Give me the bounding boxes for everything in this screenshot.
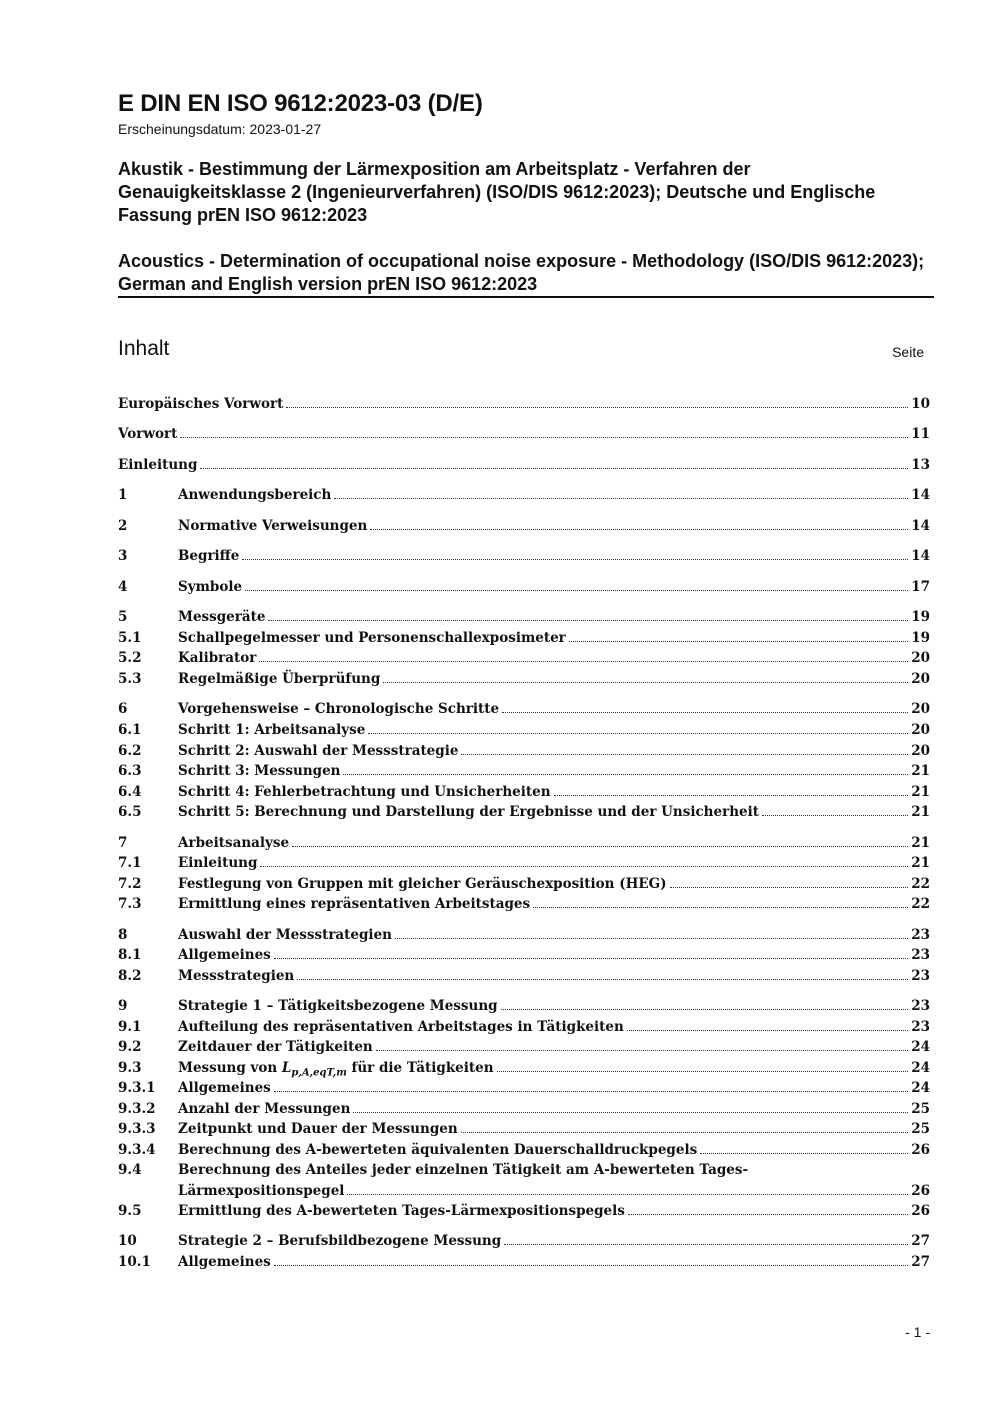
toc-leader-dots — [334, 485, 908, 499]
toc-entry-page: 17 — [911, 579, 930, 595]
toc-entry-number: 6.2 — [118, 743, 142, 759]
toc-leader-dots — [627, 1017, 908, 1031]
toc-entry-label: Schritt 3: Messungen — [178, 763, 341, 779]
toc-entry-number: 2 — [118, 518, 128, 534]
toc-entry-page: 20 — [911, 743, 930, 759]
toc-entry[interactable] — [118, 455, 930, 475]
toc-entry[interactable] — [118, 720, 930, 740]
toc-entry-page: 21 — [911, 855, 930, 871]
toc-entry-label: Schritt 5: Berechnung und Darstellung der Ergebnisse und der Unsicherheit — [178, 804, 759, 820]
toc-leader-dots — [569, 628, 908, 642]
toc-entry[interactable] — [118, 833, 930, 853]
toc-entry[interactable] — [118, 648, 930, 668]
toc-entry-label: Einleitung — [118, 457, 198, 473]
toc-entry-label: Auswahl der Messstrategien — [178, 927, 392, 943]
toc-entry-label: Vorwort — [118, 426, 178, 442]
toc-leader-dots — [274, 1252, 908, 1266]
toc-entry[interactable] — [118, 1201, 930, 1221]
toc-entry-label: Messgeräte — [178, 609, 266, 625]
toc-leader-dots — [242, 546, 908, 560]
toc-entry-number: 4 — [118, 579, 128, 595]
toc-entry-page: 26 — [911, 1142, 930, 1158]
toc-entry-page: 20 — [911, 650, 930, 666]
toc-entry-line — [178, 577, 930, 597]
toc-entry-number: 9.3.2 — [118, 1101, 156, 1117]
math-symbol: $L_{p,A,eqT,m}$ — [281, 1060, 347, 1079]
toc-entry-line — [178, 802, 930, 822]
toc-entry-line — [178, 516, 930, 536]
toc-entry-label: Anzahl der Messungen — [178, 1101, 351, 1117]
toc-leader-dots — [343, 761, 908, 775]
toc-entry[interactable] — [118, 853, 930, 873]
toc-entry-label: Messstrategien — [178, 968, 295, 984]
toc-leader-dots — [292, 833, 908, 847]
toc-entry-line — [178, 1140, 930, 1160]
toc-entry-page: 21 — [911, 804, 930, 820]
toc-leader-dots — [180, 424, 908, 438]
toc-entry-label: Begriffe — [178, 548, 240, 564]
toc-entry-number: 8.1 — [118, 947, 142, 963]
toc-entry-label: Strategie 1 – Tätigkeitsbezogene Messung — [178, 998, 498, 1014]
toc-leader-dots — [286, 394, 908, 408]
toc-entry-line — [178, 1231, 930, 1251]
toc-leader-dots — [376, 1037, 908, 1051]
toc-entry[interactable] — [118, 1078, 930, 1098]
toc-entry[interactable] — [118, 424, 930, 444]
toc-leader-dots — [628, 1201, 908, 1215]
toc-entry-page: 26 — [911, 1203, 930, 1219]
toc-leader-dots — [502, 699, 908, 713]
toc-entry-page: 25 — [911, 1101, 930, 1117]
toc-entry-page: 20 — [911, 722, 930, 738]
toc-entry-number: 10 — [118, 1233, 137, 1249]
toc-page-column-label: Seite — [892, 344, 924, 360]
toc-leader-dots — [700, 1140, 908, 1154]
toc-entry-page: 10 — [911, 396, 930, 412]
toc-entry-number: 5.2 — [118, 650, 142, 666]
toc-entry-page: 27 — [911, 1233, 930, 1249]
toc-entry-number: 10.1 — [118, 1254, 151, 1270]
toc-entry-line — [178, 925, 930, 945]
toc-entry-line — [178, 1252, 930, 1272]
toc-entry-page: 20 — [911, 701, 930, 717]
toc-entry-number: 9.5 — [118, 1203, 142, 1219]
toc-entry[interactable] — [118, 945, 930, 965]
toc-entry[interactable] — [118, 1017, 930, 1037]
toc-leader-dots — [297, 966, 908, 980]
toc-entry[interactable] — [118, 607, 930, 627]
toc-entry-page: 24 — [911, 1039, 930, 1055]
toc-entry-line — [118, 455, 930, 475]
toc-entry[interactable] — [118, 1140, 930, 1160]
toc-entry-number: 6.3 — [118, 763, 142, 779]
toc-entry-label: Aufteilung des repräsentativen Arbeitstages in Tätigkeiten — [178, 1019, 624, 1035]
toc-entry-page: 21 — [911, 835, 930, 851]
toc-entry-label: Messung von $L_{p,A,eqT,m}$ für die Tätigkeiten — [178, 1060, 494, 1079]
toc-entry-number: 5 — [118, 609, 128, 625]
toc-leader-dots — [259, 648, 908, 662]
toc-entry[interactable] — [118, 782, 930, 802]
toc-entry[interactable] — [118, 546, 930, 566]
toc-entry[interactable] — [118, 996, 930, 1016]
toc-entry-page: 23 — [911, 927, 930, 943]
toc-entry[interactable] — [118, 628, 930, 648]
toc-entry-number: 9.3.4 — [118, 1142, 156, 1158]
toc-entry-line — [178, 966, 930, 986]
toc-entry-number: 7.1 — [118, 855, 142, 871]
toc-leader-dots — [383, 669, 908, 683]
toc-leader-dots — [501, 996, 909, 1010]
toc-entry-label: Schritt 1: Arbeitsanalyse — [178, 722, 366, 738]
toc-entry-number: 3 — [118, 548, 128, 564]
toc-entry-number: 6.5 — [118, 804, 142, 820]
toc-entry-label: Normative Verweisungen — [178, 518, 368, 534]
toc-entry-number: 1 — [118, 487, 128, 503]
toc-entry-line — [178, 1181, 930, 1201]
toc-leader-dots — [762, 802, 908, 816]
toc-entry-line — [178, 761, 930, 781]
toc-entry-number: 9.3.1 — [118, 1080, 156, 1096]
toc-entry-line — [178, 699, 930, 719]
toc-entry[interactable] — [118, 669, 930, 689]
toc-entry-page: 19 — [911, 609, 930, 625]
toc-leader-dots — [274, 945, 908, 959]
toc-entry-number: 5.1 — [118, 630, 142, 646]
toc-entry-number: 6.1 — [118, 722, 142, 738]
toc-entry-page: 23 — [911, 1019, 930, 1035]
toc-entry-label: Festlegung von Gruppen mit gleicher Geräuschexposition (HEG) — [178, 876, 667, 892]
toc-leader-dots — [274, 1078, 908, 1092]
toc-entry-number: 6 — [118, 701, 128, 717]
publication-date: Erscheinungsdatum: 2023-01-27 — [118, 121, 322, 137]
toc-leader-dots — [504, 1231, 908, 1245]
toc-entry-label: Ermittlung eines repräsentativen Arbeitstages — [178, 896, 531, 912]
toc-entry-label: Allgemeines — [178, 1254, 271, 1270]
toc-leader-dots — [268, 607, 908, 621]
toc-entry-label: Europäisches Vorwort — [118, 396, 284, 412]
toc-entry[interactable] — [118, 394, 930, 414]
toc-entry-line — [178, 782, 930, 802]
toc-entry-page: 19 — [911, 630, 930, 646]
toc-entry[interactable] — [118, 761, 930, 781]
title-english: Acoustics - Determination of occupational noise exposure - Methodology (ISO/DIS 9612:2023); German and English version prEN ISO 9612:2023 — [118, 251, 925, 294]
toc-entry[interactable] — [118, 966, 930, 986]
toc-entry-label: Berechnung des Anteiles jeder einzelnen Tätigkeit am A-bewerteten Tages- — [178, 1162, 749, 1178]
toc-entry-page: 24 — [911, 1080, 930, 1096]
toc-entry-number: 7.3 — [118, 896, 142, 912]
toc-entry-label: Zeitdauer der Tätigkeiten — [178, 1039, 373, 1055]
toc-entry-line — [178, 669, 930, 689]
toc-entry-page: 21 — [911, 763, 930, 779]
toc-entry-label: Schallpegelmesser und Personenschallexposimeter — [178, 630, 566, 646]
toc-entry-label: Zeitpunkt und Dauer der Messungen — [178, 1121, 458, 1137]
toc-leader-dots — [245, 577, 908, 591]
toc-entry[interactable] — [118, 925, 930, 945]
toc-entry[interactable] — [118, 1231, 930, 1251]
toc-entry[interactable] — [118, 1099, 930, 1119]
toc-leader-dots — [554, 782, 909, 796]
toc-entry-line — [178, 1119, 930, 1139]
toc-entry-page: 11 — [911, 426, 930, 442]
toc-entry-line — [178, 1037, 930, 1057]
toc-entry-label: Vorgehensweise – Chronologische Schritte — [178, 701, 500, 717]
toc-leader-dots — [370, 516, 908, 530]
toc-entry-label: Einleitung — [178, 855, 258, 871]
toc-entry[interactable] — [118, 485, 930, 505]
toc-entry-label: Arbeitsanalyse — [178, 835, 290, 851]
toc-entry-label: Allgemeines — [178, 947, 271, 963]
toc-entry[interactable] — [118, 1037, 930, 1057]
toc-entry-page: 14 — [911, 548, 930, 564]
toc-entry-number: 7.2 — [118, 876, 142, 892]
toc-entry-label: Anwendungsbereich — [178, 487, 332, 503]
toc-entry-number: 9.3 — [118, 1060, 142, 1076]
toc-entry-page: 21 — [911, 784, 930, 800]
toc-leader-dots — [260, 853, 908, 867]
page-number: - 1 - — [905, 1324, 930, 1340]
toc-entry-number: 9.3.3 — [118, 1121, 156, 1137]
toc-entry-line — [178, 894, 930, 914]
toc-leader-dots — [497, 1058, 909, 1072]
toc-entry-page: 20 — [911, 671, 930, 687]
toc-entry[interactable] — [118, 894, 930, 914]
toc-entry-page: 23 — [911, 968, 930, 984]
toc-entry-line — [178, 996, 930, 1016]
toc-entry-number: 9.1 — [118, 1019, 142, 1035]
toc-entry-number: 8.2 — [118, 968, 142, 984]
toc-entry-line — [178, 485, 930, 505]
toc-entry-number: 9.2 — [118, 1039, 142, 1055]
toc-entry-line — [178, 1017, 930, 1037]
document-id: E DIN EN ISO 9612:2023-03 (D/E) — [118, 90, 483, 117]
toc-leader-dots — [533, 894, 908, 908]
toc-entry[interactable] — [118, 1252, 930, 1272]
toc-entry-page: 14 — [911, 518, 930, 534]
toc-entry-number: 7 — [118, 835, 128, 851]
toc-entry-page: 23 — [911, 998, 930, 1014]
toc-entry-line — [178, 833, 930, 853]
toc-entry-label: Kalibrator — [178, 650, 257, 666]
toc-entry-page: 22 — [911, 896, 930, 912]
toc-entry[interactable] — [118, 874, 930, 894]
toc-entry-line — [118, 424, 930, 444]
toc-leader-dots — [353, 1099, 908, 1113]
toc-entry-label: Strategie 2 – Berufsbildbezogene Messung — [178, 1233, 502, 1249]
toc-entry[interactable] — [118, 577, 930, 597]
toc-entry-label: Schritt 2: Auswahl der Messstrategie — [178, 743, 459, 759]
toc-leader-dots — [368, 720, 908, 734]
toc-entry-line — [178, 1099, 930, 1119]
toc-entry-line — [178, 628, 930, 648]
toc-entry[interactable] — [118, 1119, 930, 1139]
toc-entry-line — [178, 853, 930, 873]
toc-leader-dots — [347, 1181, 908, 1195]
toc-entry-line — [178, 741, 930, 761]
toc-entry-line — [178, 1078, 930, 1098]
toc-entry-label: Berechnung des A-bewerteten äquivalenten Dauerschalldruckpegels — [178, 1142, 698, 1158]
toc-entry-page: 26 — [911, 1183, 930, 1199]
toc-entry-page: 25 — [911, 1121, 930, 1137]
toc-entry-label: Allgemeines — [178, 1080, 271, 1096]
toc-entry-number: 5.3 — [118, 671, 142, 687]
toc-entry-page: 27 — [911, 1254, 930, 1270]
toc-entry-line — [178, 1201, 930, 1221]
toc-entry-line — [178, 720, 930, 740]
toc-leader-dots — [395, 925, 908, 939]
toc-entry-number: 9 — [118, 998, 128, 1014]
toc-entry-number: 9.4 — [118, 1162, 142, 1178]
toc-entry[interactable] — [118, 1160, 930, 1201]
toc-entry-page: 24 — [911, 1060, 930, 1076]
toc-leader-dots — [461, 741, 908, 755]
toc-entry-label: Schritt 4: Fehlerbetrachtung und Unsicherheiten — [178, 784, 551, 800]
toc-entry-line — [178, 648, 930, 668]
toc-entry-line — [118, 394, 930, 414]
toc-entry[interactable] — [118, 1058, 930, 1078]
toc-entry[interactable] — [118, 699, 930, 719]
toc-heading: Inhalt — [118, 337, 170, 360]
toc-entry-page: 13 — [911, 457, 930, 473]
toc-entry-number: 8 — [118, 927, 128, 943]
toc-entry-line — [178, 607, 930, 627]
toc-entry-label-continued: Lärmexpositionspegel — [178, 1183, 345, 1199]
toc-entry-line — [178, 945, 930, 965]
toc-entry-number: 6.4 — [118, 784, 142, 800]
toc-entry[interactable] — [118, 516, 930, 536]
toc-entry-label: Symbole — [178, 579, 243, 595]
header-divider — [118, 296, 934, 298]
toc-entry[interactable] — [118, 802, 930, 822]
toc-leader-dots — [200, 455, 908, 469]
toc-entry-label: Regelmäßige Überprüfung — [178, 671, 381, 687]
toc-leader-dots — [461, 1119, 909, 1133]
toc-leader-dots — [670, 874, 909, 888]
toc-entry-page: 23 — [911, 947, 930, 963]
toc-entry-line — [178, 874, 930, 894]
toc-entry-page: 22 — [911, 876, 930, 892]
toc-entry[interactable] — [118, 741, 930, 761]
title-german: Akustik - Bestimmung der Lärmexposition am Arbeitsplatz - Verfahren der Genauigkeitsklasse 2 (Ingenieurverfahren) (ISO/DIS 9612:2023); Deutsche und Englische Fassung prEN ISO 9612:2023 — [118, 159, 876, 225]
toc-entry-page: 14 — [911, 487, 930, 503]
toc-entry-line — [178, 546, 930, 566]
toc-entry-label: Ermittlung des A-bewerteten Tages-Lärmexpositionspegels — [178, 1203, 625, 1219]
